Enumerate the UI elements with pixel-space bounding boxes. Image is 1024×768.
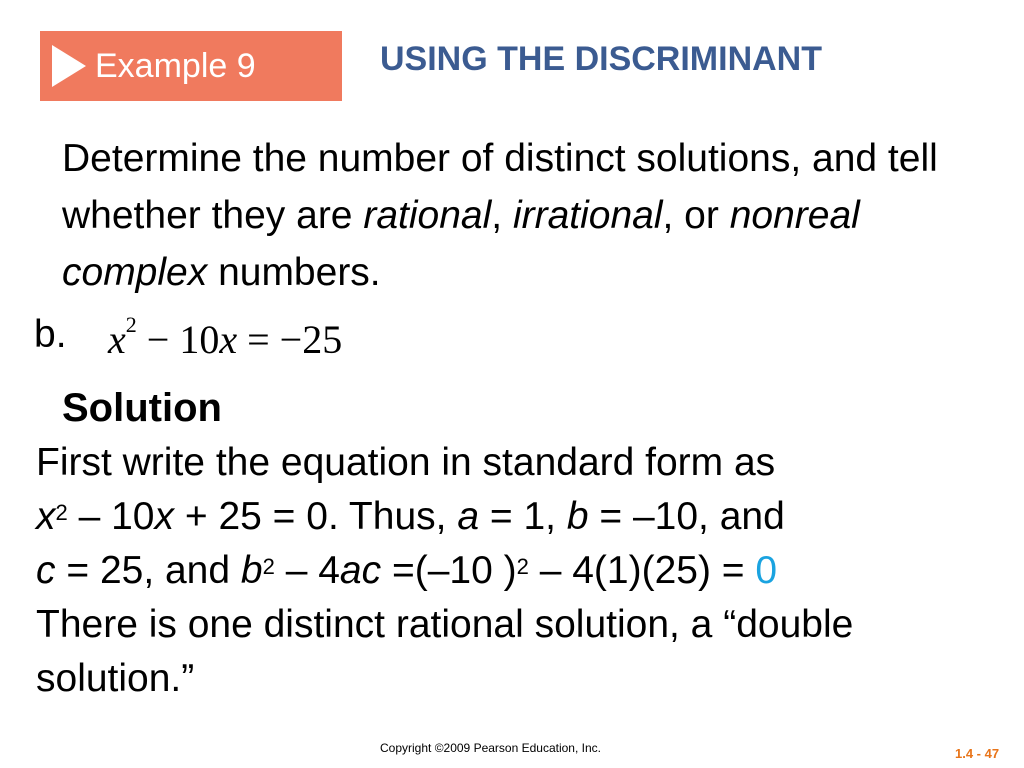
variable-x: x	[219, 317, 238, 362]
solution-text: + 25 = 0. Thus,	[174, 495, 458, 538]
exponent: 2	[262, 554, 275, 579]
variable-x: x	[154, 495, 174, 538]
variable-c: c	[36, 549, 56, 592]
term-rational: rational	[363, 194, 492, 237]
part-label: b.	[34, 313, 67, 356]
play-arrow-icon	[52, 45, 86, 87]
exponent: 2	[516, 554, 529, 579]
variable-x: x	[36, 495, 56, 538]
equation	[108, 312, 343, 363]
solution-text: – 4(1)(25) =	[528, 549, 756, 592]
equation-rhs: = −25	[237, 317, 343, 362]
solution-conclusion: There is one distinct rational solution, a “double solution.”	[36, 603, 854, 700]
solution-text: = –10, and	[588, 495, 785, 538]
solution-text: – 4	[274, 549, 340, 592]
variable-ac: ac	[339, 549, 382, 592]
solution-text: – 10	[67, 495, 155, 538]
solution-heading: Solution	[62, 386, 222, 430]
copyright-notice: Copyright ©2009 Pearson Education, Inc.	[380, 741, 601, 755]
intro-separator: ,	[491, 194, 513, 237]
solution-line	[36, 490, 1016, 544]
discriminant-result: 0	[755, 549, 778, 592]
solution-line	[36, 544, 1016, 598]
intro-text: Determine the number of distinct solutions, and tell whether they are	[62, 137, 938, 237]
exponent: 2	[55, 500, 68, 525]
example-label: Example 9	[95, 47, 256, 85]
variable-b: b	[240, 549, 263, 592]
variable-b: b	[566, 495, 589, 538]
equation-term: − 10	[136, 317, 220, 362]
intro-text-end: numbers.	[207, 251, 381, 294]
variable-a: a	[457, 495, 480, 538]
slide-title: USING THE DISCRIMINANT	[380, 40, 822, 78]
intro-separator: , or	[662, 194, 730, 237]
solution-text: = 1,	[479, 495, 567, 538]
solution-text: =(–10 )	[381, 549, 517, 592]
solution-body	[36, 436, 1016, 706]
example-label-box	[40, 31, 342, 101]
variable-x: x	[108, 317, 126, 362]
term-irrational: irrational	[512, 194, 663, 237]
exponent: 2	[125, 312, 137, 337]
problem-statement	[62, 130, 1007, 301]
term-nonreal-complex: nonreal complex	[62, 194, 860, 294]
solution-text: = 25, and	[55, 549, 241, 592]
solution-line: First write the equation in standard form as	[36, 441, 776, 484]
slide-number: 1.4 - 47	[955, 746, 1000, 761]
